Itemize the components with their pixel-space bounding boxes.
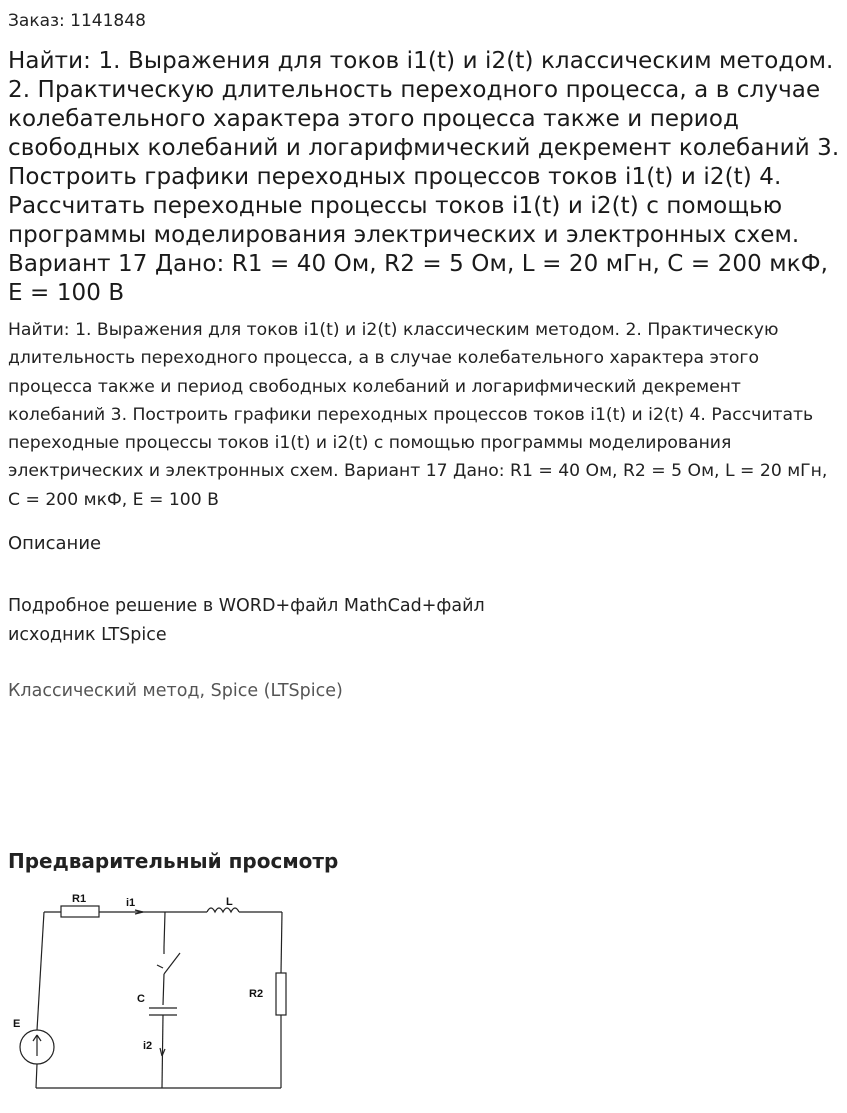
label-i2: i2 — [143, 1040, 153, 1052]
wire-mid-top — [164, 912, 165, 947]
wire-left-upper — [37, 912, 44, 1030]
resistor-r1 — [61, 906, 99, 917]
label-r2: R2 — [249, 988, 264, 1000]
label-e: E — [13, 1018, 21, 1030]
order-number: Заказ: 1141848 — [8, 11, 146, 31]
description-line-2: исходник LTSpice — [8, 624, 167, 645]
wire-left-lower — [36, 1064, 37, 1088]
preview-heading: Предварительный просмотр — [8, 849, 339, 873]
label-c: C — [137, 993, 145, 1005]
task-body: Найти: 1. Выражения для токов i1(t) и i2(t) классическим методом. 2. Практическую длительность переходного процесса, а в случае колебательного характера этого процесса также и период свободных колебаний и логарифмический декремент колебаний 3. Построить графики переходных процессов токов i1(t) и i2(t) 4. Рассчитать переходные процессы токов i1(t) и i2(t) с помощью программы моделирования электрических и электронных схем. Вариант 17 Дано: R1 = 40 Ом, R2 = 5 Ом, L = 20 мГн, C = 200 мкФ, E = 100 В — [8, 320, 828, 510]
description-line-1: Подробное решение в WORD+файл MathCad+файл — [8, 596, 485, 616]
circuit-diagram — [0, 884, 320, 1113]
label-l: L — [226, 896, 233, 908]
label-r1: R1 — [72, 893, 87, 905]
preview-image — [0, 884, 320, 1113]
description-text — [8, 592, 568, 649]
wire-mid-bottom — [162, 1015, 163, 1088]
switch — [164, 953, 180, 974]
description-label: Описание — [8, 533, 102, 554]
inductor-l — [207, 908, 239, 912]
label-i1: i1 — [126, 897, 136, 909]
tags: Классический метод, Spice (LTSpice) — [8, 681, 343, 701]
resistor-r2 — [276, 973, 286, 1015]
wire-right-upper — [281, 912, 282, 973]
arrow-i2 — [160, 1048, 162, 1056]
task-title: Найти: 1. Выражения для токов i1(t) и i2(t) классическим методом. 2. Практическую длительность переходного процесса, а в случае колебательного характера этого процесса также и период свободных колебаний и логарифмический декремент колебаний 3. Построить графики переходных процессов токов i1(t) и i2(t) 4. Рассчитать переходные процессы токов i1(t) и i2(t) с помощью программы моделирования электрических и электронных схем. Вариант 17 Дано: R1 = 40 Ом, R2 = 5 Ом, L = 20 мГн, C = 200 мкФ, E = 100 В — [8, 48, 840, 306]
